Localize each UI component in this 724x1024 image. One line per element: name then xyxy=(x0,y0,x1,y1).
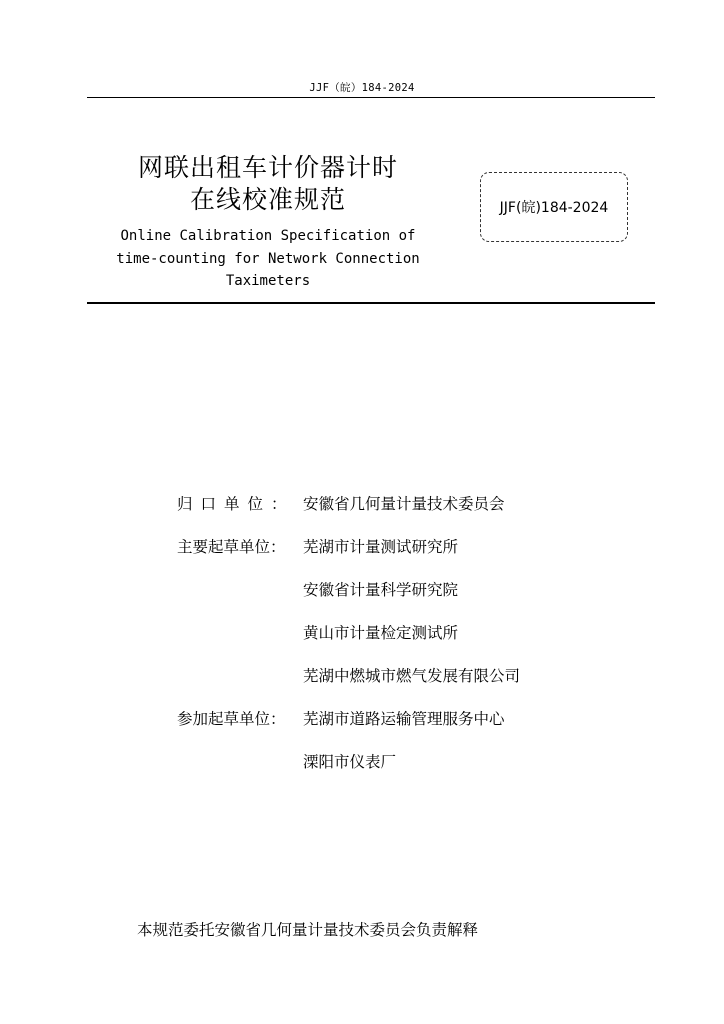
responsible-unit-row xyxy=(177,481,597,524)
main-drafting-unit-row xyxy=(177,653,597,696)
participating-unit-row xyxy=(177,696,597,739)
title-block xyxy=(96,152,440,293)
organization-list xyxy=(177,481,597,782)
document-code-box-text: JJF(皖)184-2024 xyxy=(499,200,609,216)
main-drafting-unit-label: 主要起草单位： xyxy=(177,537,286,556)
participating-unit-row xyxy=(177,739,597,782)
main-drafting-unit-value: 黄山市计量检定测试所 xyxy=(303,623,459,642)
main-drafting-unit-row xyxy=(177,567,597,610)
title-zh-line2: 在线校准规范 xyxy=(189,185,346,214)
title-zh-line1: 网联出租车计价器计时 xyxy=(137,153,398,182)
main-drafting-unit-value: 安徽省计量科学研究院 xyxy=(303,580,459,599)
participating-unit-value: 溧阳市仪表厂 xyxy=(303,752,397,771)
title-en-line3: Taximeters xyxy=(225,273,311,289)
participating-unit-label: 参加起草单位： xyxy=(177,709,286,728)
main-drafting-unit-row xyxy=(177,524,597,567)
participating-unit-value: 芜湖市道路运输管理服务中心 xyxy=(303,709,505,728)
main-drafting-unit-row xyxy=(177,610,597,653)
main-drafting-unit-value: 芜湖中燃城市燃气发展有限公司 xyxy=(303,666,521,685)
responsible-unit-label: 归口单位： xyxy=(177,494,295,513)
responsible-unit-value: 安徽省几何量计量技术委员会 xyxy=(303,494,505,513)
title-en-line2: time-counting for Network Connection xyxy=(116,250,420,267)
title-rule xyxy=(87,302,655,304)
document-code-header: JJF（皖）184-2024 xyxy=(309,82,415,94)
title-en xyxy=(96,225,440,293)
main-drafting-unit-value: 芜湖市计量测试研究所 xyxy=(303,537,459,556)
document-code-box xyxy=(480,172,628,242)
header-rule xyxy=(87,97,655,98)
title-en-line1: Online Calibration Specification of xyxy=(120,228,416,244)
interpretation-note: 本规范委托安徽省几何量计量技术委员会负责解释 xyxy=(137,921,479,939)
